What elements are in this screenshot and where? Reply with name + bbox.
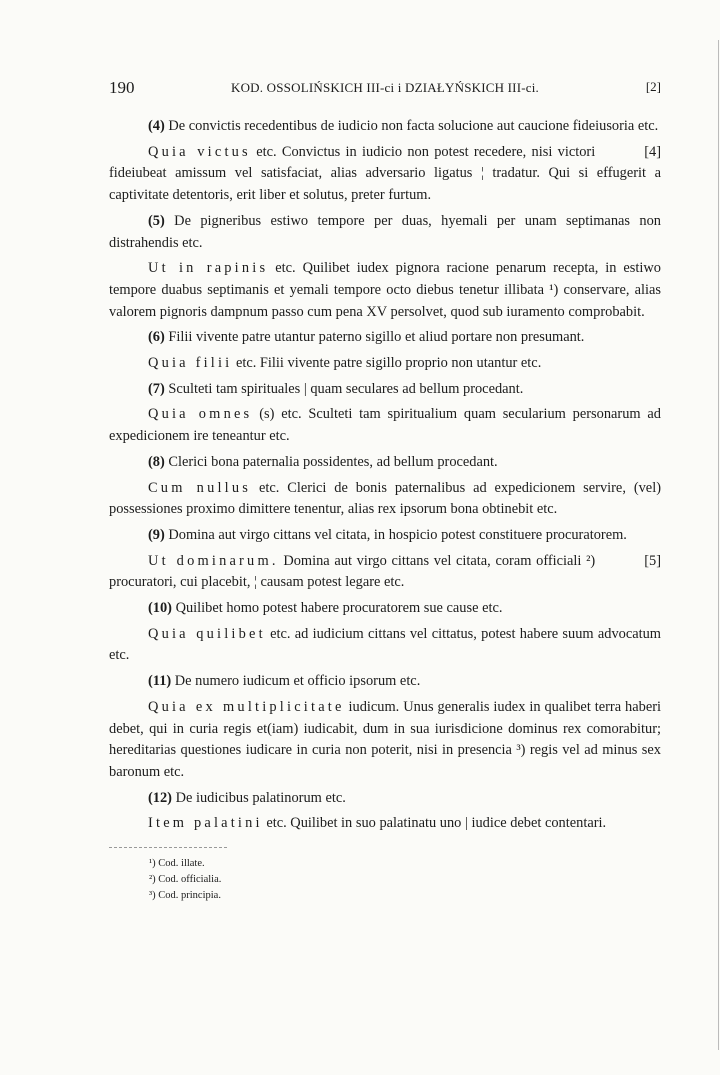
- paragraph-text: De convictis recedentibus de iudicio non facta solucione aut caucione fideiusoria etc.: [164, 118, 659, 134]
- paragraph-text: etc. Convictus in iudicio non potest recedere, nisi victori fideiubeat amissum vel satisfaciat, alias adversario ligatus ¦ tradatur. Qui si effugerit a captivitate detentoris, erit liber et solutus, preter furtum.: [109, 143, 661, 204]
- paragraph-text: etc. Quilibet in suo palatinatu uno | iudice debet contentari.: [262, 815, 607, 832]
- gloss-paragraph: [109, 551, 661, 594]
- incipit: Ut dominarum.: [148, 552, 279, 569]
- article-number: (8): [148, 453, 165, 470]
- paragraph-text: etc. ad iudicium cittans vel cittatus, potest habere suum advocatum etc.: [109, 625, 661, 664]
- paragraph-text: De pigneribus estiwo tempore per duas, hyemali per unam septimanas non distrahendis etc.: [109, 212, 661, 251]
- footnote-separator: [109, 847, 227, 848]
- gloss-paragraph: [109, 142, 661, 207]
- article-number: (7): [148, 380, 165, 397]
- paragraph-text: etc. Filii vivente patre sigillo proprio non utantur etc.: [232, 355, 542, 372]
- article-number: (4): [148, 118, 165, 134]
- page-edge-line: [718, 40, 719, 1050]
- paragraph-text: De numero iudicum et officio ipsorum etc.: [171, 673, 421, 690]
- incipit: Quia ex multiplicitate: [148, 698, 345, 715]
- incipit: Quia filii: [148, 355, 233, 372]
- gloss-paragraph: [109, 404, 661, 447]
- rubric-paragraph: [109, 452, 661, 474]
- paragraph-text: etc. Quilibet iudex pignora racione penarum recepta, in estiwo tempore duabus septimanis et yemali tempore octo diebus tenetur illibata ¹) conservare, alias valorem pignoris dampnum passo cum pena XV persolvet, quod sub iuramento comprobabit.: [109, 260, 661, 320]
- gloss-paragraph: [109, 353, 661, 375]
- paragraph-text: De iudicibus palatinorum etc.: [171, 789, 346, 806]
- footnote: ²) Cod. officialia.: [149, 874, 222, 886]
- article-number: (9): [148, 526, 165, 543]
- gloss-paragraph: [109, 697, 661, 784]
- article-number: (11): [148, 673, 172, 690]
- gloss-paragraph: [109, 258, 661, 323]
- rubric-paragraph: [109, 671, 661, 693]
- body-text: [109, 116, 661, 835]
- incipit: Cum nullus: [148, 479, 252, 496]
- gloss-paragraph: [109, 478, 661, 521]
- incipit: Quia victus: [148, 143, 251, 160]
- rubric-paragraph: [109, 379, 661, 401]
- article-number: (12): [148, 789, 172, 806]
- paragraph-text: Clerici bona paternalia possidentes, ad bellum procedant.: [164, 453, 498, 470]
- rubric-paragraph: [109, 327, 661, 349]
- article-number: (5): [148, 212, 165, 229]
- rubric-paragraph: [109, 525, 661, 547]
- book-page: [109, 78, 661, 904]
- gloss-paragraph: [109, 624, 661, 667]
- rubric-paragraph: [109, 788, 661, 810]
- incipit: Quia quilibet: [148, 625, 266, 642]
- page-number: 190: [109, 78, 135, 97]
- paragraph-text: Quilibet homo potest habere procuratorem sue cause etc.: [171, 600, 503, 617]
- incipit: Item palatini: [148, 815, 263, 832]
- paragraph-text: Filii vivente patre utantur paterno sigillo et aliud portare non presumant.: [164, 329, 585, 346]
- paragraph-text: Domina aut virgo cittans vel citata, in hospicio potest constituere procuratorem.: [164, 526, 627, 543]
- section-marker: [2]: [645, 79, 661, 94]
- paragraph-text: etc. Clerici de bonis paternalibus ad expedicionem servire, (vel) possessiones proximo dimittere tenentur, alias rex ipsorum bona obtinebit etc.: [109, 479, 661, 518]
- rubric-paragraph: [109, 598, 661, 620]
- article-number: (6): [148, 329, 165, 346]
- paragraph-text: iudicum. Unus generalis iudex in qualibet terra haberi debet, qui in curia regis et(iam) iudicabit, dum in sua iurisdicione dominus rex comorabitur; hereditarias questiones iudicare in curia non poterit, nisi in presencia ³) regis vel ad minus sex baronum etc.: [109, 698, 662, 780]
- rubric-paragraph: [109, 211, 661, 254]
- gloss-paragraph: [109, 813, 661, 835]
- footnotes: [149, 856, 661, 904]
- article-number: (10): [148, 600, 172, 617]
- footnote: ¹) Cod. illate.: [149, 858, 205, 870]
- running-header: [109, 78, 661, 104]
- footnote: ³) Cod. principia.: [149, 890, 221, 902]
- running-title: KOD. OSSOLIŃSKICH III-ci i DZIAŁYŃSKICH III-ci.: [231, 80, 539, 95]
- paragraph-text: Domina aut virgo cittans vel citata, coram officiali ²) procuratori, cui placebit, ¦ causam potest legare etc.: [109, 552, 596, 591]
- paragraph-text: Sculteti tam spirituales | quam seculares ad bellum procedant.: [164, 380, 524, 397]
- margin-marker: [5]: [644, 552, 661, 569]
- incipit: Ut in rapinis: [148, 260, 269, 277]
- paragraph-text: (s) etc. Sculteti tam spiritualium quam secularium personarum ad expedicionem ire teneantur etc.: [109, 406, 661, 445]
- margin-marker: [4]: [644, 143, 661, 160]
- rubric-paragraph: [109, 116, 661, 138]
- incipit: Quia omnes: [148, 406, 253, 423]
